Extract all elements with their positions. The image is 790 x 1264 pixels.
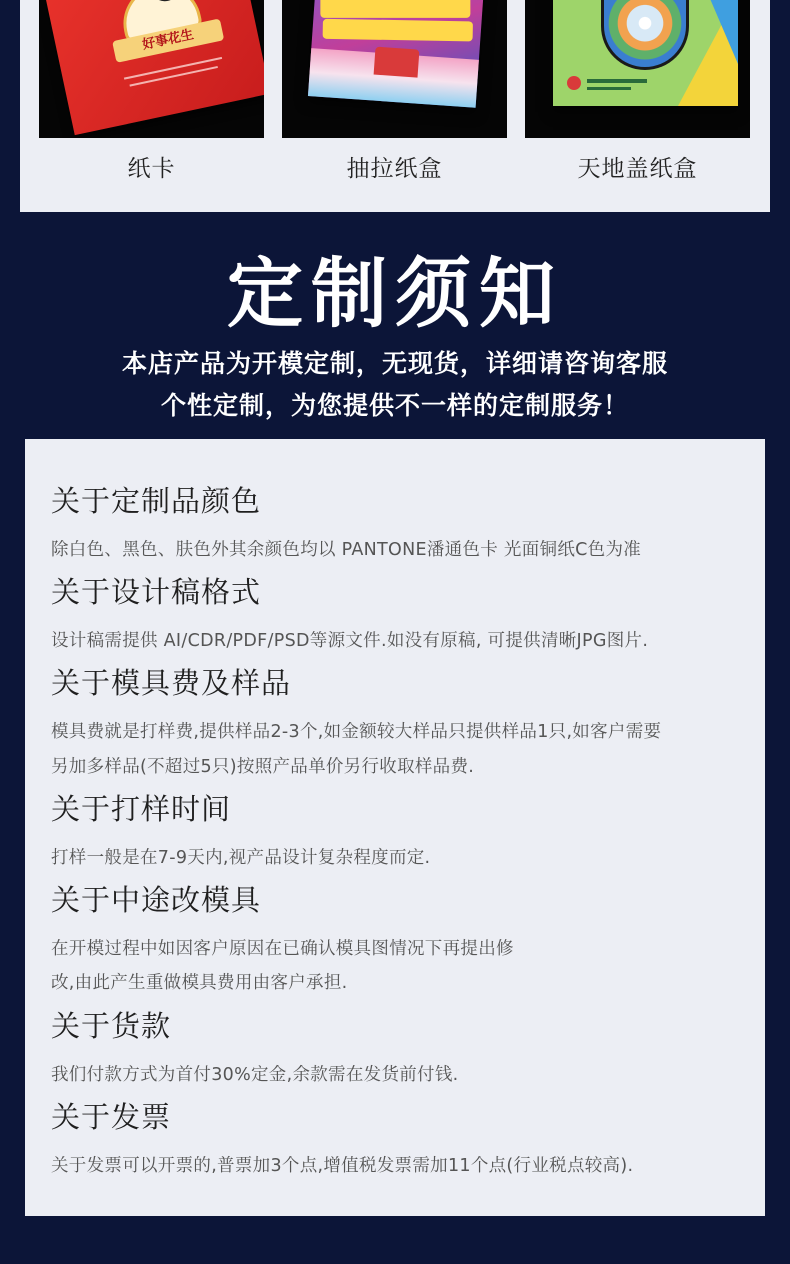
product-image-drawer-box bbox=[282, 0, 507, 138]
section-text-mold-fee-1: 模具费就是打样费,提供样品2-3个,如金额较大样品只提供样品1只,如客户需要 bbox=[51, 722, 662, 742]
card-ribbon-text: 好事花生 bbox=[112, 18, 224, 62]
brand-logo-icon bbox=[567, 76, 581, 90]
product-label-paper-card: 纸卡 bbox=[127, 156, 176, 182]
product-label-lid-box: 天地盖纸盒 bbox=[577, 156, 698, 182]
subtitle-line-1: 本店产品为开模定制，无现货，详细请咨询客服 bbox=[121, 349, 668, 378]
title-band bbox=[323, 19, 473, 42]
section-text-invoice: 关于发票可以开票的,普票加3个点,增值税发票需加11个点(行业税点较高). bbox=[51, 1156, 634, 1176]
section-title-payment: 关于货款 bbox=[51, 1009, 172, 1043]
page-heading: 定制须知 bbox=[227, 249, 563, 338]
section-title-mold-fee: 关于模具费及样品 bbox=[51, 666, 292, 700]
section-title-invoice: 关于发票 bbox=[51, 1100, 172, 1134]
section-title-mold-change: 关于中途改模具 bbox=[51, 883, 262, 917]
product-image-lid-box bbox=[525, 0, 750, 138]
section-text-mold-change-1: 在开模过程中如因客户原因在已确认模具图情况下再提出修 bbox=[51, 939, 514, 959]
drawer-box-illustration bbox=[308, 0, 484, 108]
box-window bbox=[601, 0, 689, 70]
section-text-mold-change-2: 改,由此产生重做模具费用由客户承担. bbox=[51, 973, 348, 993]
section-text-sample-time: 打样一般是在7-9天内,视产品设计复杂程度而定. bbox=[51, 848, 431, 868]
product-panel bbox=[20, 0, 770, 212]
lid-box-illustration bbox=[553, 0, 738, 106]
title-band bbox=[320, 0, 470, 18]
section-text-payment: 我们付款方式为首付30%定金,余款需在发货前付钱. bbox=[51, 1065, 459, 1085]
box-text-line bbox=[587, 79, 647, 83]
section-title-color: 关于定制品颜色 bbox=[51, 484, 262, 518]
section-title-design-format: 关于设计稿格式 bbox=[51, 575, 262, 609]
box-text-line bbox=[587, 87, 631, 90]
section-text-design-format: 设计稿需提供 AI/CDR/PDF/PSD等源文件.如没有原稿, 可提供清晰JPG图片. bbox=[51, 631, 649, 651]
subtitle-line-2: 个性定制，为您提供不一样的定制服务！ bbox=[160, 391, 629, 420]
product-image-paper-card bbox=[39, 0, 264, 138]
gate-tower-shape bbox=[374, 47, 420, 78]
section-title-sample-time: 关于打样时间 bbox=[51, 792, 232, 826]
customization-notes-card bbox=[25, 439, 765, 1216]
section-text-color: 除白色、黑色、肤色外其余颜色均以 PANTONE潘通色卡 光面铜纸C色为准 bbox=[51, 540, 642, 560]
product-label-drawer-box: 抽拉纸盒 bbox=[346, 156, 443, 182]
red-card-illustration bbox=[44, 0, 264, 135]
section-text-mold-fee-2: 另加多样品(不超过5只)按照产品单价另行收取样品费. bbox=[51, 757, 475, 777]
blue-corner-shape bbox=[708, 0, 738, 64]
